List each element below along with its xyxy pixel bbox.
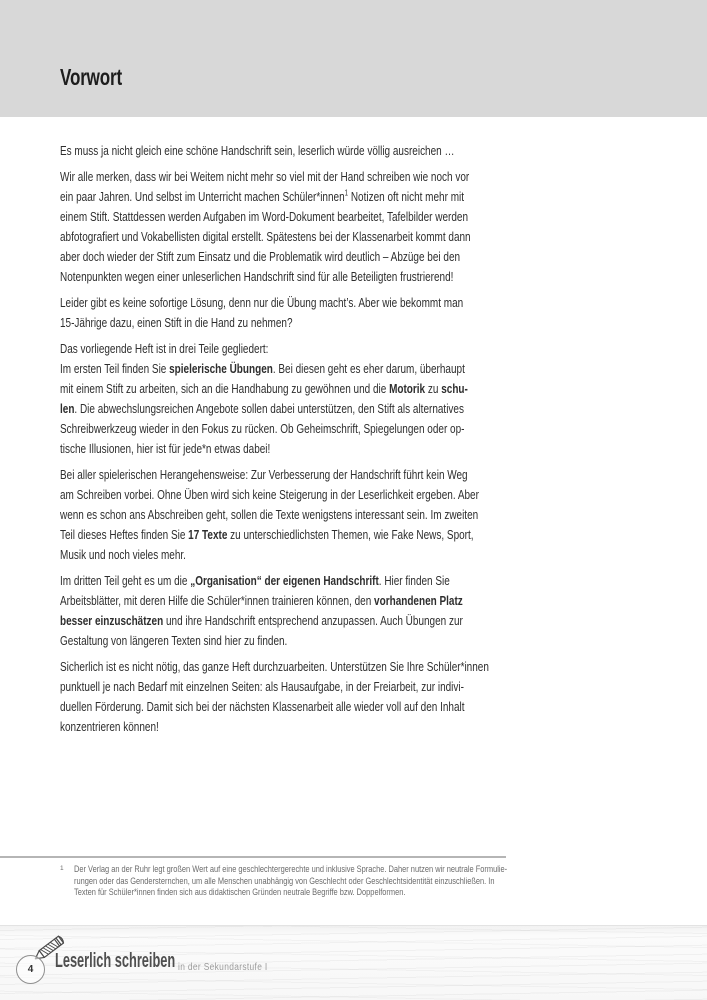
text-line xyxy=(60,267,454,287)
text-line xyxy=(60,399,464,419)
paragraph xyxy=(60,571,508,651)
paragraph xyxy=(60,339,508,459)
text-run: am Schreiben vorbei. Ohne Üben wird sich keine Steigerung in der Leserlichkeit ergeben. Aber xyxy=(60,487,479,502)
text-run: spielerische Übungen xyxy=(169,361,273,376)
paragraph xyxy=(60,141,508,161)
text-line xyxy=(60,525,474,545)
text-line xyxy=(60,485,479,505)
text-run: len xyxy=(60,401,75,416)
text-run: Bei aller spielerischen Herangehensweise: Zur Verbesserung der Handschrift führt kein Weg xyxy=(60,467,468,482)
text-line xyxy=(60,439,409,459)
page-header xyxy=(0,0,707,117)
footnote-line: rungen oder das Gendersternchen, um alle Menschen unabhängig von Geschlecht oder Geschlechtsidentität einzuschließen. In xyxy=(74,875,495,886)
text-run: 17 Texte xyxy=(188,527,228,542)
text-run: mit einem Stift zu arbeiten, sich an die Handhabung zu gewöhnen und die xyxy=(60,381,390,396)
footnote-ref: 1 xyxy=(344,188,349,198)
text-run: zu xyxy=(425,381,442,396)
text-line xyxy=(60,591,463,611)
text-run: . Die abwechslungsreichen Angebote sollen dabei unterstützen, den Stift als alternatives xyxy=(74,401,464,416)
paragraph xyxy=(60,657,508,737)
text-run: Im dritten Teil geht es um die xyxy=(60,573,191,588)
text-line xyxy=(60,339,409,359)
page-number-badge xyxy=(16,955,45,984)
paragraph xyxy=(60,167,508,287)
text-run: Motorik xyxy=(389,381,426,396)
text-run: Notizen oft nicht mehr mit xyxy=(348,189,465,204)
text-run: Musik und noch vieles mehr. xyxy=(60,547,186,562)
text-line xyxy=(60,359,465,379)
footnote xyxy=(60,864,510,899)
text-run: . Hier finden Sie xyxy=(378,573,450,588)
footnote-line: Der Verlag an der Ruhr legt großen Wert auf eine geschlechtergerechte und inklusive Sprache. Daher nutzen wir neutrale Formulie- xyxy=(74,864,508,874)
text-run: duellen Förderung. Damit sich bei der nächsten Klassenarbeit alle wieder voll auf den Inhalt xyxy=(60,699,465,714)
footnote-divider xyxy=(0,856,506,858)
text-line xyxy=(60,293,464,313)
footnote-marker: 1 xyxy=(60,865,64,872)
text-run: und ihre Handschrift entsprechend anzupassen. Auch Übungen zur xyxy=(163,613,463,628)
text-line xyxy=(60,611,463,631)
text-run: zu unterschiedlichsten Themen, wie Fake News, Sport, xyxy=(227,527,474,542)
text-run: punktuell je nach Bedarf mit einzelnen Seiten: als Hausaufgabe, in der Freiarbeit, zur indivi- xyxy=(60,679,464,694)
text-line xyxy=(60,465,468,485)
text-line xyxy=(60,207,469,227)
text-run: Leider gibt es keine sofortige Lösung, denn nur die Übung macht’s. Aber wie bekommt man xyxy=(60,295,464,310)
text-run: Es muss ja nicht gleich eine schöne Handschrift sein, leserlich würde völlig ausreichen … xyxy=(60,143,455,158)
footnote-text xyxy=(74,864,510,899)
text-line xyxy=(60,379,468,399)
text-run: vorhandenen Platz xyxy=(374,593,463,608)
text-run: 15-Jährige dazu, einen Stift in die Hand zu nehmen? xyxy=(60,315,293,330)
text-run: Im ersten Teil finden Sie xyxy=(60,361,170,376)
text-run: Arbeitsblätter, mit deren Hilfe die Schüler*innen trainieren können, den xyxy=(60,593,375,608)
text-line xyxy=(60,167,470,187)
paragraph xyxy=(60,293,508,333)
text-run: Teil dieses Heftes finden Sie xyxy=(60,527,189,542)
text-line xyxy=(60,571,450,591)
text-line xyxy=(60,631,409,651)
text-run: besser einzuschätzen xyxy=(60,613,164,628)
text-line xyxy=(60,247,461,267)
text-line xyxy=(60,187,465,207)
text-run: abfotografiert und Vokabellisten digital erstellt. Spätestens bei der Klassenarbeit kommt dann xyxy=(60,229,471,244)
body-text xyxy=(60,141,508,743)
footnote-line: Texten für Schüler*innen finden sich aus didaktischen Gründen neutrale Begriffe bzw. Doppelformen. xyxy=(74,887,406,898)
text-line xyxy=(60,141,455,161)
text-run: . Bei diesen geht es eher darum, überhaupt xyxy=(272,361,465,376)
book-subtitle: in der Sekundarstufe I xyxy=(178,962,268,973)
text-line xyxy=(60,505,479,525)
text-run: Gestaltung von längeren Texten sind hier zu finden. xyxy=(60,633,288,648)
text-run: „Organisation“ der eigenen Handschrift xyxy=(190,573,379,588)
text-run: wenn es schon ans Abschreiben geht, sollen die Texte wenigstens interessant sein. Im zweiten xyxy=(60,507,479,522)
text-line xyxy=(60,313,409,333)
text-run: schu- xyxy=(441,381,468,396)
text-run: ein paar Jahren. Und selbst im Unterricht machen Schüler*innen xyxy=(60,189,345,204)
text-line xyxy=(60,717,409,737)
text-line xyxy=(60,227,471,247)
text-run: Wir alle merken, dass wir bei Weitem nicht mehr so viel mit der Hand schreiben wie noch vor xyxy=(60,169,470,184)
page-number: 4 xyxy=(27,964,34,975)
page-title: Vorwort xyxy=(60,64,123,90)
text-run: aber doch wieder der Stift zum Einsatz und die Problematik wird deutlich – Abzüge bei den xyxy=(60,249,461,264)
book-title: Leserlich schreiben xyxy=(55,950,176,972)
paragraph xyxy=(60,465,508,565)
text-line xyxy=(60,657,489,677)
text-line xyxy=(60,545,409,565)
text-line xyxy=(60,697,465,717)
text-run: tische Illusionen, hier ist für jede*n etwas dabei! xyxy=(60,441,271,456)
text-run: Schreibwerkzeug wieder in den Fokus zu rücken. Ob Geheimschrift, Spiegelungen oder op- xyxy=(60,421,465,436)
text-run: Das vorliegende Heft ist in drei Teile gegliedert: xyxy=(60,341,269,356)
text-line xyxy=(60,419,465,439)
text-line xyxy=(60,677,464,697)
page-footer xyxy=(0,925,707,1000)
text-run: Notenpunkten wegen einer unleserlichen Handschrift sind für alle Beteiligten frustrierend! xyxy=(60,269,454,284)
text-run: konzentrieren können! xyxy=(60,719,159,734)
text-run: Sicherlich ist es nicht nötig, das ganze Heft durchzuarbeiten. Unterstützen Sie Ihre Schüler*innen xyxy=(60,659,489,674)
text-run: einem Stift. Stattdessen werden Aufgaben im Word-Dokument bearbeitet, Tafelbilder werden xyxy=(60,209,469,224)
